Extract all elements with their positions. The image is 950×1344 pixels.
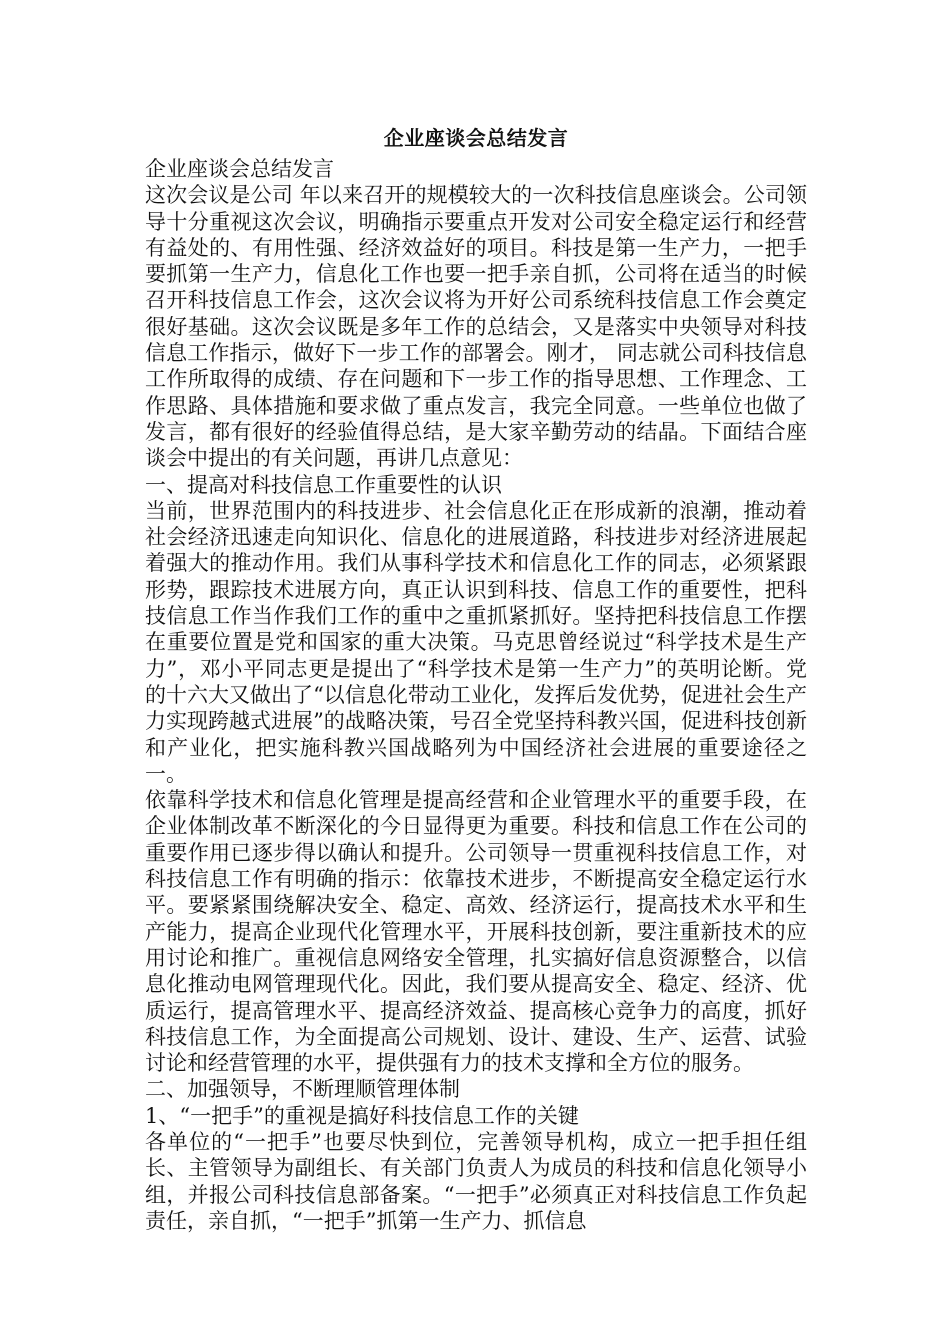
document-page bbox=[145, 120, 807, 1234]
body-paragraph: 依靠科学技术和信息化管理是提高经营和企业管理水平的重要手段，在企业体制改革不断深化的今日显得更为重要。科技和信息工作在公司的重要作用已逐步得以确认和提升。公司领导一贯重视科技信息工作，对科技信息工作有明确的指示：依靠技术进步，不断提高安全稳定运行水平。要紧紧围绕解决安全、稳定、高效、经济运行，提高技术水平和生产能力，提高企业现代化管理水平，开展科技创新，要注重新技术的应用讨论和推广。重视信息网络安全管理，扎实搞好信息资源整合，以信息化推动电网管理现代化。因此，我们要从提高安全、稳定、经济、优质运行，提高管理水平、提高经济效益、提高核心竞争力的高度，抓好科技信息工作，为全面提高公司规划、设计、建设、生产、运营、试验讨论和经营管理的水平，提供强有力的技术支撑和全方位的服务。 bbox=[145, 788, 807, 1076]
section-heading-2: 二、加强领导，不断理顺管理体制 bbox=[145, 1077, 460, 1102]
body-paragraph: 当前，世界范围内的科技进步、社会信息化正在形成新的浪潮，推动着社会经济迅速走向知识化、信息化的进展道路，科技进步对经济进展起着强大的推动作用。我们从事科学技术和信息化工作的同志，必须紧跟形势，跟踪技术进展方向，真正认识到科技、信息工作的重要性，把科技信息工作当作我们工作的重中之重抓紧抓好。坚持把科技信息工作摆在重要位置是党和国家的重大决策。马克思曾经说过“科学技术是生产力”，邓小平同志更是提出了“科学技术是第一生产力”的英明论断。党的十六大又做出了“以信息化带动工业化，发挥后发优势，促进社会生产力实现跨越式进展”的战略决策，号召全党坚持科教兴国，促进科技创新和产业化，把实施科教兴国战略列为中国经济社会进展的重要途径之一。 bbox=[145, 498, 807, 786]
document-title: 企业座谈会总结发言 bbox=[383, 126, 569, 150]
intro-paragraph: 这次会议是公司 年以来召开的规模较大的一次科技信息座谈会。公司领导十分重视这次会议，明确指示要重点开发对公司安全稳定运行和经营有益处的、有用性强、经济效益好的项目。科技是第一生产力，一把手要抓第一生产力，信息化工作也要一把手亲自抓，公司将在适当的时候召开科技信息工作会，这次会议将为开好公司系统科技信息工作会奠定很好基础。这次会议既是多年工作的总结会，又是落实中央领导对科技信息工作指示，做好下一步工作的部署会。刚才， 同志就公司科技信息工作所取得的成绩、存在问题和下一步工作的指导思想、工作理念、工作思路、具体措施和要求做了重点发言，我完全同意。一些单位也做了发言，都有很好的经验值得总结，是大家辛勤劳动的结晶。下面结合座谈会中提出的有关问题，再讲几点意见： bbox=[145, 183, 807, 471]
section-heading-1: 一、提高对科技信息工作重要性的认识 bbox=[145, 472, 502, 497]
subsection-heading-1: 1、“一把手”的重视是搞好科技信息工作的关键 bbox=[145, 1103, 579, 1128]
subtitle-paragraph: 企业座谈会总结发言 bbox=[145, 157, 334, 181]
body-paragraph: 各单位的“一把手”也要尽快到位，完善领导机构，成立一把手担任组长、主管领导为副组长、有关部门负责人为成员的科技和信息化领导小组，并报公司科技信息部备案。“一把手”必须真正对科技信息工作负起责任，亲自抓，“一把手”抓第一生产力、抓信息 bbox=[145, 1129, 807, 1233]
